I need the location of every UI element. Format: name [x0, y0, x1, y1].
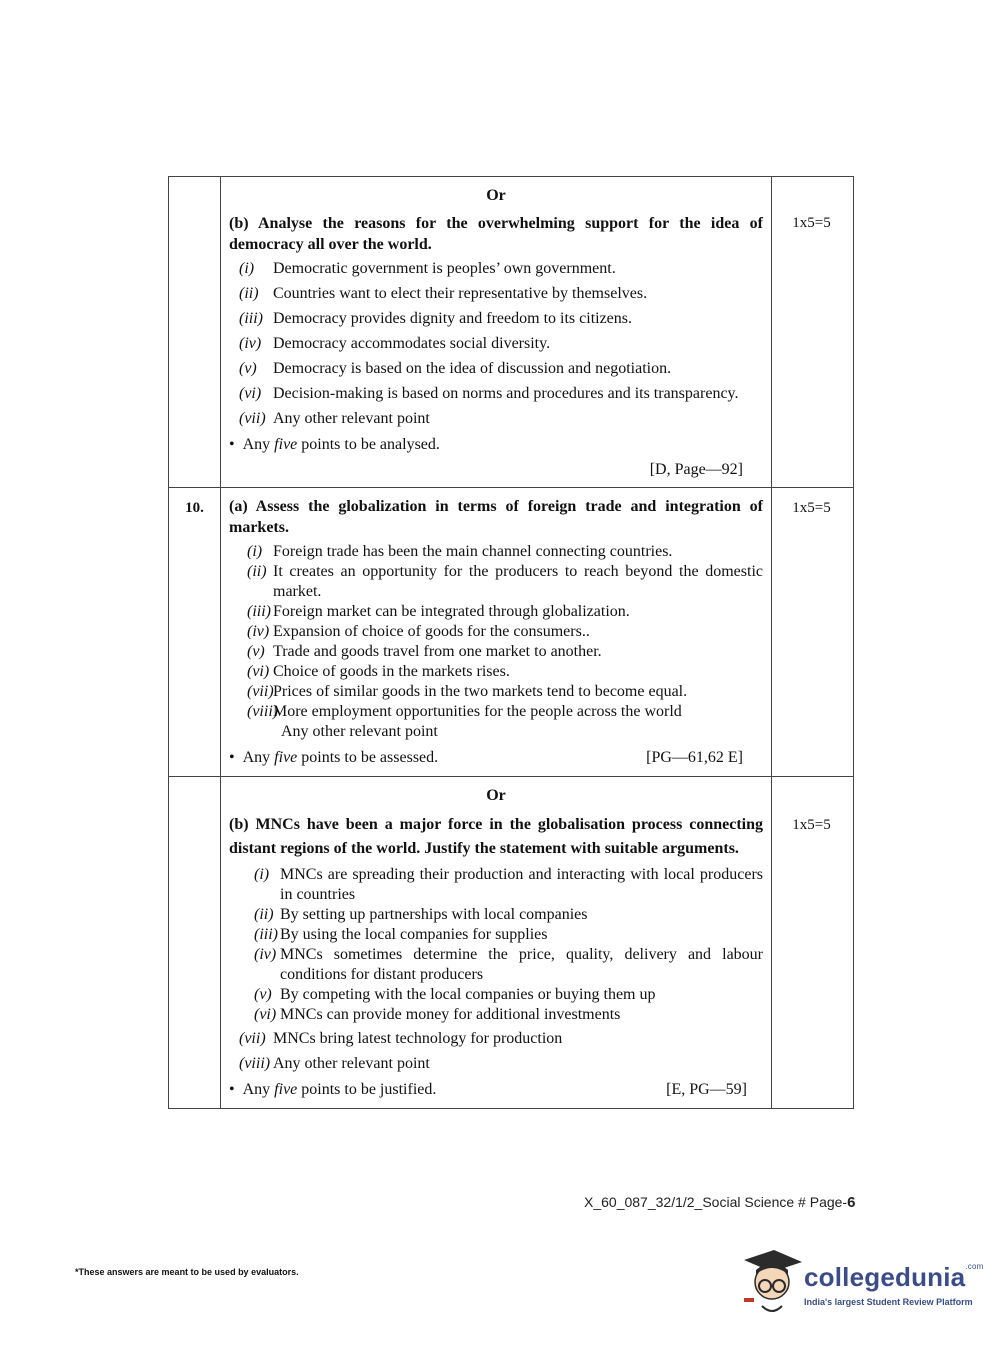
page-footer-code: X_60_087_32/1/2_Social Science # Page-6: [584, 1194, 856, 1211]
answer-points: [229, 259, 763, 429]
list-item: [229, 1054, 763, 1074]
answer-cell: [221, 777, 772, 1108]
list-item: [229, 865, 763, 905]
item-numeral: (vi): [247, 663, 270, 680]
table-row: [169, 776, 853, 1108]
item-numeral: (vii): [239, 1030, 266, 1047]
question-text: (b) Analyse the reasons for the overwhelming support for the idea of democracy all over the world.: [229, 215, 763, 253]
list-item: [229, 925, 763, 945]
item-numeral: (vii): [239, 410, 266, 427]
list-item: [229, 409, 763, 429]
item-text: Decision-making is based on norms and procedures and its transparency.: [273, 385, 739, 402]
item-numeral: (iii): [254, 926, 278, 943]
list-item: [229, 905, 763, 925]
item-numeral: (ii): [254, 906, 274, 923]
list-item: [229, 602, 763, 622]
answer-points: [229, 542, 763, 722]
list-item: [229, 702, 763, 722]
or-label: Or: [486, 187, 506, 204]
page-number: 6: [847, 1194, 856, 1211]
item-text: By competing with the local companies or buying them up: [280, 986, 656, 1003]
item-text: MNCs are spreading their production and interacting with local producers in countries: [280, 866, 763, 903]
item-text: MNCs bring latest technology for production: [273, 1030, 563, 1047]
item-numeral: (iv): [247, 623, 270, 640]
item-numeral: (iv): [239, 335, 262, 352]
page-reference: [PG—61,62 E]: [646, 749, 743, 766]
item-numeral: (vii): [247, 683, 274, 700]
item-numeral: (i): [247, 543, 263, 560]
list-item: [229, 945, 763, 985]
item-numeral: (vi): [254, 1006, 277, 1023]
list-item: [229, 985, 763, 1005]
brand-name: collegedunia$^{.com}$: [804, 1262, 984, 1292]
evaluator-note: *These answers are meant to be used by evaluators.: [75, 1267, 299, 1277]
item-numeral: (i): [254, 866, 270, 883]
list-item: [229, 1005, 763, 1025]
item-numeral: (viii): [239, 1055, 271, 1072]
extra-point: Any other relevant point: [281, 723, 438, 740]
list-item: [229, 384, 763, 404]
list-item: [229, 359, 763, 379]
list-item: [229, 284, 763, 304]
item-text: Countries want to elect their representative by themselves.: [273, 285, 648, 302]
item-text: Democratic government is peoples’ own government.: [273, 260, 616, 277]
item-numeral: (iii): [239, 310, 263, 327]
item-numeral: (ii): [239, 285, 259, 302]
item-numeral: (ii): [247, 563, 267, 580]
answer-points: [229, 865, 763, 1025]
answer-cell: [221, 488, 772, 776]
instruction-bullet: [229, 435, 763, 455]
item-text: Democracy provides dignity and freedom to its citizens.: [273, 310, 633, 327]
list-item: [229, 542, 763, 562]
page-reference: [D, Page—92]: [649, 461, 743, 478]
item-numeral: (v): [254, 986, 272, 1003]
item-text: Any other relevant point: [273, 410, 430, 427]
or-label: Or: [486, 787, 506, 804]
item-numeral: (vi): [239, 385, 262, 402]
question-number: [169, 777, 221, 1108]
bullet-text: • Any five points to be analysed.: [229, 435, 440, 455]
instruction-bullet: [229, 1080, 763, 1100]
table-row: [169, 177, 853, 487]
marks: 1x5=5: [792, 817, 831, 833]
item-text: Democracy is based on the idea of discussion and negotiation.: [273, 360, 672, 377]
list-item: [229, 309, 763, 329]
item-text: Expansion of choice of goods for the consumers..: [273, 623, 590, 640]
list-item: [229, 259, 763, 279]
item-text: MNCs can provide money for additional investments: [280, 1006, 621, 1023]
list-item: [229, 682, 763, 702]
item-numeral: (iii): [247, 603, 271, 620]
bullet-text: • Any five points to be assessed.: [229, 748, 438, 768]
list-item: [229, 622, 763, 642]
marks: 1x5=5: [792, 500, 831, 516]
item-numeral: (v): [239, 360, 257, 377]
item-text: Democracy accommodates social diversity.: [273, 335, 551, 352]
item-text: Foreign trade has been the main channel connecting countries.: [273, 543, 673, 560]
table-row: [169, 487, 853, 776]
item-numeral: (viii): [247, 703, 279, 720]
item-text: Prices of similar goods in the two markets tend to become equal.: [273, 683, 688, 700]
question-text: (a) Assess the globalization in terms of foreign trade and integration of markets.: [229, 498, 763, 536]
question-text: (b) MNCs have been a major force in the globalisation process connecting distant regions of the world. Justify the statement with suitable arguments.: [229, 816, 763, 857]
item-numeral: (v): [247, 643, 265, 660]
item-text: Foreign market can be integrated through globalization.: [273, 603, 630, 620]
brand-tagline: India's largest Student Review Platform: [804, 1297, 973, 1307]
item-numeral: (i): [239, 260, 255, 277]
question-number: 10.: [169, 488, 221, 776]
question-number: [169, 177, 221, 487]
item-text: Trade and goods travel from one market to another.: [273, 643, 602, 660]
marks: 1x5=5: [792, 215, 831, 231]
list-item: [229, 562, 763, 602]
page-reference: [E, PG—59]: [666, 1081, 747, 1098]
item-text: Any other relevant point: [273, 1055, 430, 1072]
item-numeral: (iv): [254, 946, 277, 963]
list-item: [229, 1029, 763, 1049]
item-text: MNCs sometimes determine the price, quality, delivery and labour conditions for distant producers: [280, 946, 763, 983]
list-item: [229, 334, 763, 354]
item-text: By using the local companies for supplies: [280, 926, 548, 943]
item-text: By setting up partnerships with local companies: [280, 906, 588, 923]
item-text: More employment opportunities for the people across the world: [273, 703, 682, 720]
instruction-bullet: [229, 748, 763, 768]
answer-points-tail: [229, 1029, 763, 1074]
list-item: [229, 642, 763, 662]
item-text: It creates an opportunity for the producers to reach beyond the domestic market.: [273, 563, 763, 600]
bullet-text: • Any five points to be justified.: [229, 1080, 436, 1100]
answer-cell: [221, 177, 772, 487]
item-text: Choice of goods in the markets rises.: [273, 663, 510, 680]
answer-table: [168, 176, 854, 1109]
list-item: [229, 662, 763, 682]
